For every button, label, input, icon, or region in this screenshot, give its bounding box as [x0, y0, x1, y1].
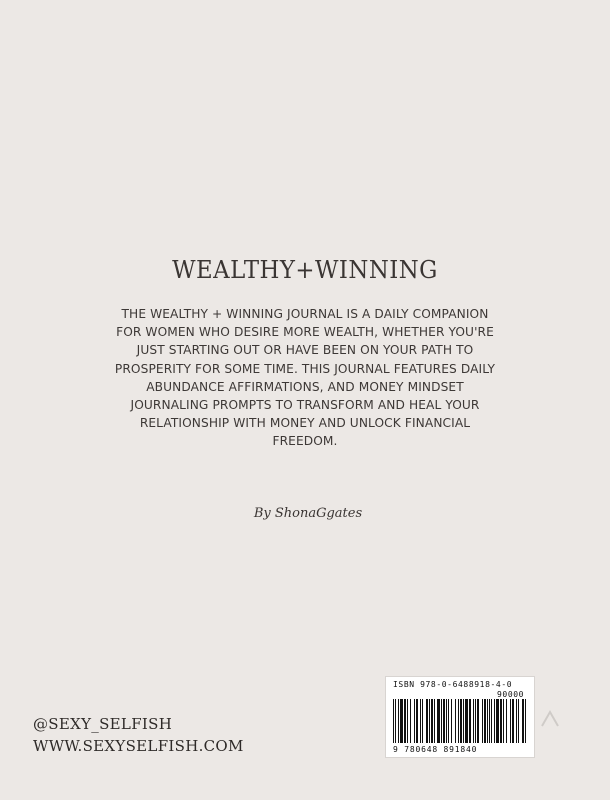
- social-handle: @SEXY_SELFISH: [33, 715, 173, 733]
- book-description: THE WEALTHY + WINNING JOURNAL IS A DAILY COMPANION FOR WOMEN WHO DESIRE MORE WEALTH, WHETHER YOU'RE JUST STARTING OUT OR HAVE BEEN ON YOUR PATH TO PROSPERITY FOR SOME TIME. THIS JOURNAL FEATURES DAILY ABUNDANCE AFFIRMATIONS, AND MONEY MINDSET JOURNALING PROMPTS TO TRANSFORM AND HEAL YOUR RELATIONSHIP WITH MONEY AND UNLOCK FINANCIAL FREEDOM.: [114, 307, 496, 449]
- book-title: WEALTHY+WINNING: [172, 256, 438, 284]
- price-code: 90000: [497, 690, 525, 699]
- svg-text:By ShonaGgates: By ShonaGgates: [253, 506, 363, 521]
- ean-number: 9 780648 891840: [393, 745, 478, 754]
- barcode-bars: [393, 699, 527, 743]
- isbn-number: ISBN 978-0-6488918-4-0: [393, 680, 513, 689]
- author-signature: [208, 495, 408, 529]
- arrow-up-icon: [538, 706, 562, 730]
- website-url: WWW.SEXYSELFISH.COM: [33, 737, 244, 755]
- isbn-barcode: [385, 676, 535, 758]
